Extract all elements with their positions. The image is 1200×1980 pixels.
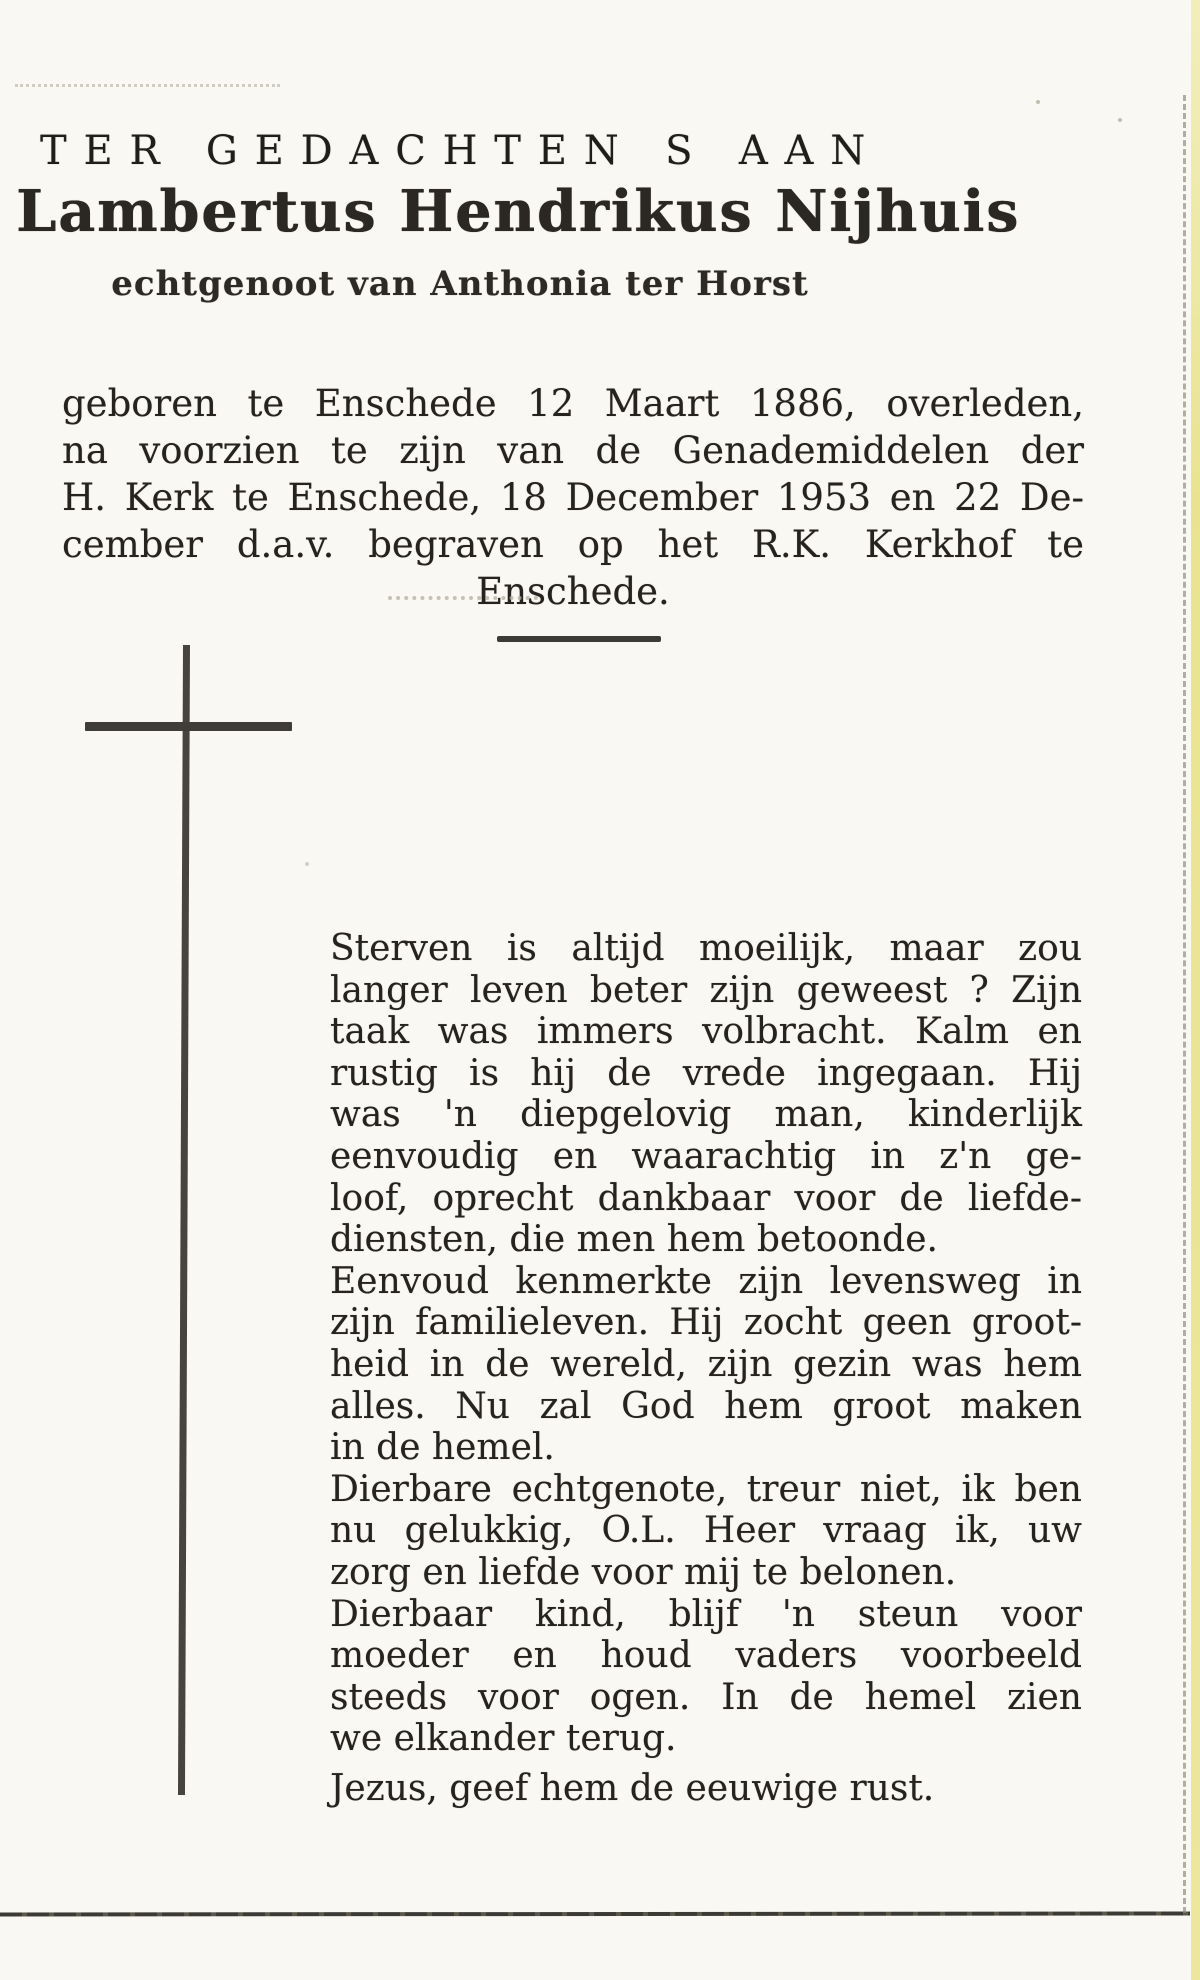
divider-rule	[497, 636, 661, 642]
body-line: loof, oprecht dankbaar voor de liefde-	[330, 1177, 1082, 1219]
perforation-dotted-line	[1183, 95, 1186, 1913]
scan-speck	[1118, 118, 1122, 122]
memorial-header-text: TER GEDACHTEN S AAN	[40, 128, 882, 174]
body-line: Sterven is altijd moeilijk, maar zou	[330, 928, 1082, 969]
card-bottom-edge	[0, 1911, 1190, 1916]
body-line: in de hemel.	[330, 1427, 555, 1469]
body-line: heid in de wereld, zijn gezin was hem	[330, 1343, 1082, 1385]
scan-speck	[1036, 100, 1040, 104]
intro-line: cember d.a.v. begraven op het R.K. Kerkhof te	[62, 523, 1084, 566]
body-line: langer leven beter zijn geweest ? Zijn	[330, 969, 1082, 1011]
page-edge-strip	[1191, 0, 1200, 1980]
body-line: diensten, die men hem betoonde.	[330, 1219, 938, 1261]
body-line: eenvoudig en waarachtig in z'n ge-	[330, 1135, 1082, 1177]
scan-speckles	[15, 84, 280, 87]
intro-line: geboren te Enschede 12 Maart 1886, overleden,	[62, 382, 1084, 425]
body-line: Dierbare echtgenote, treur niet, ik ben	[330, 1468, 1082, 1510]
closing-prayer: Jezus, geef hem de eeuwige rust.	[330, 1768, 935, 1809]
deceased-name: Lambertus Hendrikus Nijhuis	[16, 178, 1021, 245]
body-line: taak was immers volbracht. Kalm en	[330, 1011, 1082, 1053]
body-line: alles. Nu zal God hem groot maken	[330, 1385, 1082, 1427]
intro-line: Enschede.	[476, 570, 670, 613]
intro-line: na voorzien te zijn van de Genademiddelen der	[62, 429, 1084, 472]
scan-speck	[305, 862, 309, 866]
body-line: zijn familieleven. Hij zocht geen groot-	[330, 1302, 1082, 1344]
body-line: zorg en liefde voor mij te belonen.	[330, 1551, 957, 1593]
body-line: rustig is hij de vrede ingegaan. Hij	[330, 1052, 1082, 1094]
body-line: nu gelukkig, O.L. Heer vraag ik, uw	[330, 1510, 1082, 1552]
cross-icon	[178, 645, 190, 1795]
body-line: was 'n diepgelovig man, kinderlijk	[330, 1094, 1082, 1136]
body-line: steeds voor ogen. In de hemel zien	[330, 1676, 1082, 1718]
cross-icon	[85, 722, 292, 731]
body-line: moeder en houd vaders voorbeeld	[330, 1635, 1082, 1677]
body-line: Dierbaar kind, blijf 'n steun voor	[330, 1593, 1082, 1635]
body-line: Eenvoud kenmerkte zijn levensweg in	[330, 1260, 1082, 1302]
scan-smudge	[388, 596, 538, 600]
birth-death-paragraph	[62, 380, 1084, 615]
spouse-relation-line: echtgenoot van Anthonia ter Horst	[111, 264, 809, 304]
body-line: we elkander terug.	[330, 1718, 677, 1760]
memorial-text	[330, 928, 1082, 1760]
intro-line: H. Kerk te Enschede, 18 December 1953 en 22 De-	[62, 476, 1084, 519]
